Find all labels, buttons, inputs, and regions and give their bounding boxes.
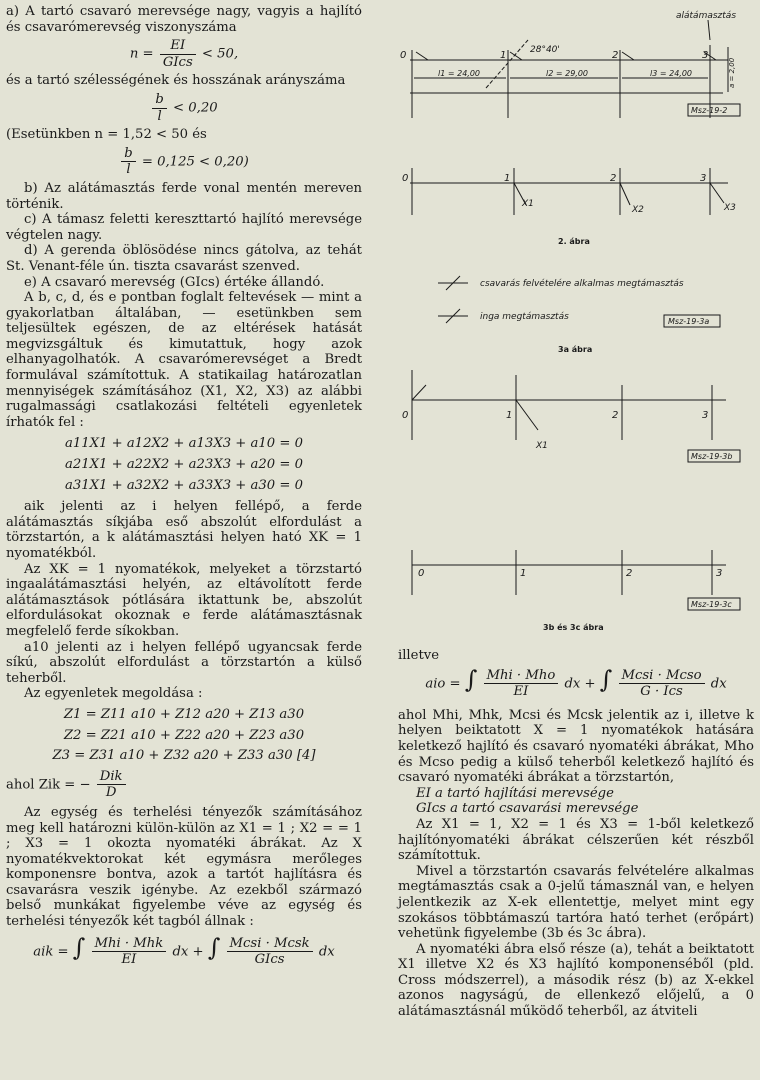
paragraph: c) A támasz feletti kereszttartó hajlító merevsége végtelen nagy. bbox=[6, 212, 362, 243]
paragraph: Az XK = 1 nyomatékok, melyeket a törzstartó ingaalátámasztási helyén, az eltávolított ferde alátámasztások pótlására iktattunk be, abszolút elfordulásokat okoznak e ferde alátámasztásnak megfelelő ferde síkokban. bbox=[6, 561, 362, 639]
node-label: 1 bbox=[500, 50, 507, 61]
node-label: 3 bbox=[716, 568, 723, 579]
paragraph: e) A csavaró merevség (GIcs) értéke állandó. bbox=[24, 274, 325, 290]
paragraph: ahol Mhi, Mhk, Mcsi és Mcsk jelentik az i, illetve k helyen beiktatott X = 1 nyomatékok hatására keletkező hajlító és csavaró nyomatéki ábrákat, Mho és Mcso pedig a külső teherből keletkező hajlító és csavaró nyomatéki ábrákat a törzstartón, bbox=[398, 707, 754, 786]
x-label: X2 bbox=[632, 205, 644, 215]
tag-label: Msz-19-3c bbox=[691, 600, 732, 609]
paragraph: d) A gerenda öblösödése nincs gátolva, az tehát St. Venant-féle ún. tiszta csavarást szenved. bbox=[6, 243, 362, 274]
paragraph: (Esetünkben n = 1,52 < 50 és bbox=[6, 127, 207, 143]
node-label: 0 bbox=[400, 50, 407, 61]
tag-label: Msz-19-2 bbox=[691, 106, 728, 115]
x-label: X1 bbox=[536, 441, 548, 451]
node-label: 2 bbox=[612, 50, 619, 61]
dim-label: a = 2,00 bbox=[728, 57, 736, 88]
figures-svg bbox=[398, 0, 758, 640]
paragraph: Mivel a törzstartón csavarás felvételére alkalmas megtámasztás csak a 0-jelű támasznál van, e helyen jelentkezik az X-ek ellentettje, melyet mint egy szokásos többtámaszú tartóra ható terhet (erőpárt) vehetünk figyelembe (3b és 3c ábra). bbox=[398, 863, 754, 942]
paragraph: b) Az alátámasztás ferde vonal mentén mereven történik. bbox=[6, 180, 362, 212]
node-label: 3 bbox=[702, 50, 709, 61]
legend-text: inga megtámasztás bbox=[480, 312, 569, 322]
figure-caption: 3b és 3c ábra bbox=[543, 623, 604, 632]
equation-n: n = $\frac{EI}{\text{GIcs}}$ < 50, bbox=[129, 38, 239, 70]
equation-system: a11X1 + a12X2 + a13X3 + a10 = 0 a21X1 + a22X2 + a23X3 + a20 = 0 a31X1 + a32X2 + a33X3 + a30 = 0 bbox=[64, 436, 304, 493]
paragraph: a10 jelenti az i helyen fellépő ugyancsak ferde síkú, abszolút elfordulást a törzstartón a külső teherből. bbox=[6, 639, 362, 686]
node-label: 1 bbox=[506, 410, 513, 421]
equation-aik: aik = ∫ $\frac{\text{Mhi · Mhk}}{EI}$ dx + ∫ $\frac{\text{Mcsi · Mcsk}}{\text{GIcs}}$ dx bbox=[33, 933, 335, 968]
support-label: alátámasztás bbox=[676, 11, 737, 21]
paragraph: a) A tartó csavaró merevsége nagy, vagyis a hajlító és csavarómerevség viszonyszáma bbox=[6, 4, 362, 35]
node-label: 0 bbox=[402, 410, 409, 421]
node-label: 1 bbox=[504, 173, 511, 184]
x-label: X3 bbox=[724, 203, 736, 213]
equation-aio: aio = ∫ $\frac{\text{Mhi · Mho}}{EI}$ dx + ∫ $\frac{\text{Mcsi · Mcso}}{\text{G · Ics}}$ dx bbox=[425, 665, 727, 700]
figure-caption: 2. ábra bbox=[558, 237, 590, 246]
paragraph: Az egyenletek megoldása : bbox=[24, 686, 203, 702]
node-label: 0 bbox=[402, 173, 409, 184]
paragraph: EI a tartó hajlítási merevsége bbox=[416, 785, 614, 801]
span-label: l2 = 29,00 bbox=[546, 69, 589, 78]
node-label: 2 bbox=[626, 568, 633, 579]
node-label: 1 bbox=[520, 568, 527, 579]
paragraph: GIcs a tartó csavarási merevsége bbox=[416, 801, 639, 817]
node-label: 0 bbox=[418, 568, 425, 579]
right-column bbox=[398, 648, 754, 1020]
equation-solution: Z1 = Z11 a10 + Z12 a20 + Z13 a30 Z2 = Z21 a10 + Z22 a20 + Z23 a30 Z3 = Z31 a10 + Z32 a20 + Z33 a30 [4] bbox=[52, 706, 316, 764]
node-label: 3 bbox=[702, 410, 709, 421]
span-label: l3 = 24,00 bbox=[650, 69, 693, 78]
node-label: 3 bbox=[700, 173, 707, 184]
legend-text: csavarás felvételére alkalmas megtámasztás bbox=[480, 279, 684, 289]
paragraph: illetve bbox=[398, 648, 440, 663]
paragraph: és a tartó szélességének és hosszának arányszáma bbox=[6, 73, 346, 89]
x-label: X1 bbox=[522, 199, 534, 209]
paragraph: Az X1 = 1, X2 = 1 és X3 = 1-ből keletkező hajlítónyomatéki ábrákat célszerűen két részből számítottuk. bbox=[398, 816, 754, 864]
paragraph: A b, c, d, és e pontban foglalt feltevések — mint a gyakorlatban általában, — esetünkben sem teljesültek egészen, de az eltérések hatását megvizsgáltuk és kimutattuk, hogy azok elhanyagolhatók. A csavarómerevséget a Bredt formulával számítottuk. A statikailag határozatlan mennyiségek számításához (X1, X2, X3) az alábbi rugalmassági csatlakozási feltételi egyenletek írhatók fel : bbox=[6, 290, 362, 430]
equation-ratio: $\frac{b}{l}$ < 0,20 bbox=[6, 92, 362, 124]
figure-caption: 3a ábra bbox=[558, 345, 593, 354]
angle-label: 28°40' bbox=[530, 45, 560, 55]
tag-label: Msz-19-3b bbox=[691, 452, 733, 461]
equation-ratio-2: $\frac{b}{l}$ = 0,125 < 0,20) bbox=[6, 146, 362, 178]
paragraph: aik jelenti az i helyen fellépő, a ferde alátámasztás síkjába eső abszolút elfordulást a törzstartón, a k alátámasztási helyen ható XK = 1 nyomatékból. bbox=[6, 499, 362, 561]
tag-label: Msz-19-3a bbox=[668, 317, 710, 326]
left-column bbox=[6, 0, 362, 971]
node-label: 2 bbox=[612, 410, 619, 421]
span-label: l1 = 24,00 bbox=[438, 69, 481, 78]
paragraph: Az egység és terhelési tényezők számításához meg kell határozni külön-külön az X1 = 1 ; X2 = = 1 ; X3 = 1 okozta nyomatéki ábrákat. Az X nyomatékvektorokat két egymásra merőleges komponensre bontva, azok a tartót hajlításra és csavarásra veszik igénybe. Az ezekből származó belső munkákat figyelembe véve az egység és terhelési tényezők két tagból állnak : bbox=[6, 804, 362, 930]
paragraph: A nyomatéki ábra első része (a), tehát a beiktatott X1 illetve X2 és X3 hajlító komponenséből (pld. Cross módszerrel), a második rész (b) az X-ekkel azonos nagyságú, de ellenkező előjelű, a 0 alátámasztásnál működő teherből, az átviteli bbox=[398, 941, 754, 1020]
equation-zik: ahol Zik = − $\frac{\text{Dik}}{D}$ bbox=[6, 769, 362, 801]
node-label: 2 bbox=[610, 173, 617, 184]
